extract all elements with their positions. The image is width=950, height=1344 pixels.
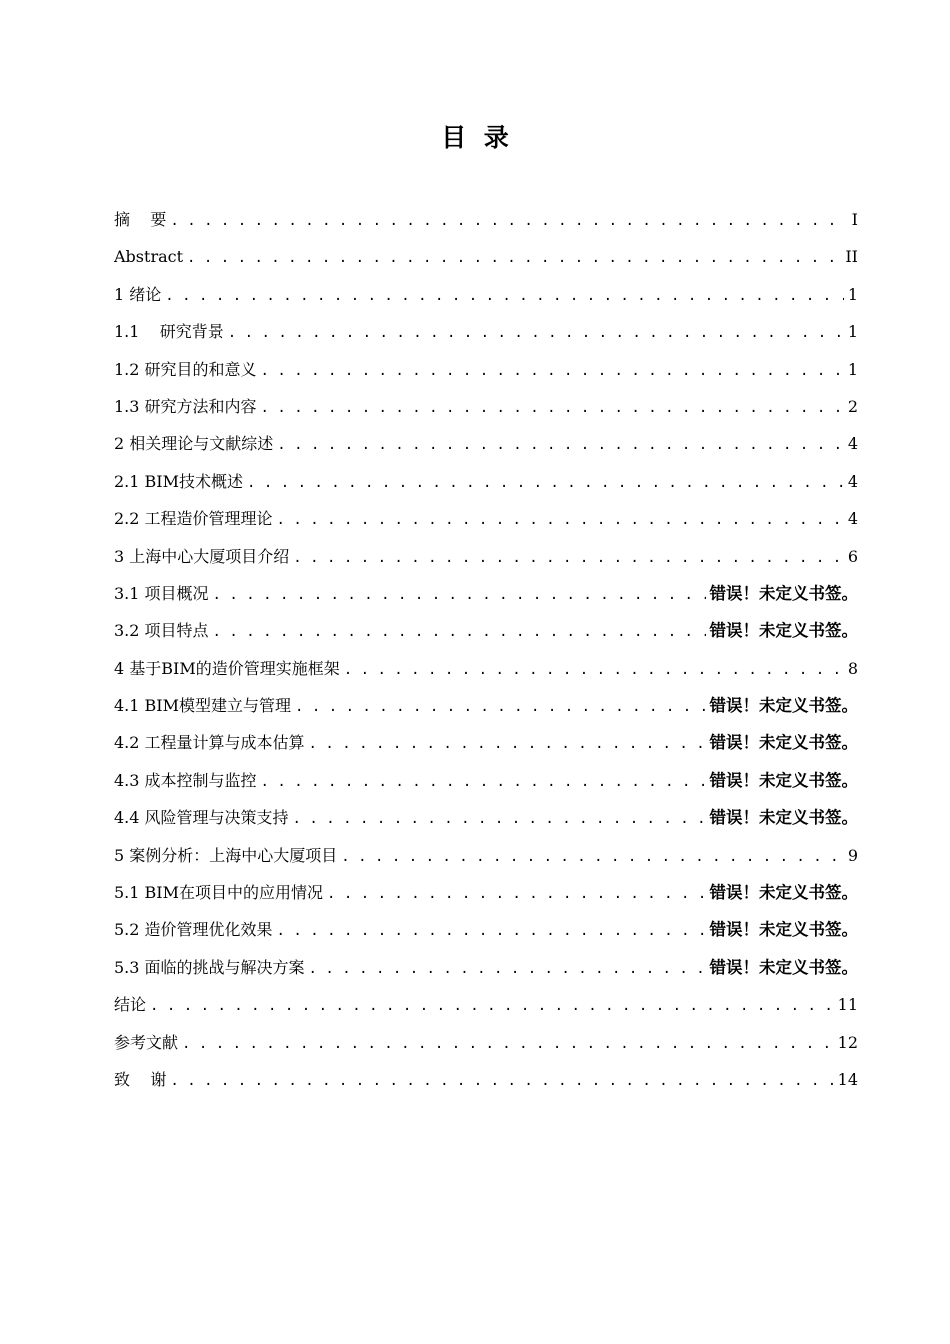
toc-entry-label: 3 上海中心大厦项目介绍 <box>114 546 290 566</box>
toc-entry-page: 8 <box>847 658 858 678</box>
toc-entry-label: 3.2 项目特点 <box>114 621 209 641</box>
toc-entry-page: 4 <box>847 471 858 491</box>
toc-entry-page: 1 <box>847 284 858 304</box>
toc-entry-error: 错误！未定义书签。 <box>709 696 858 716</box>
toc-entry-section-5-1[interactable] <box>114 874 858 911</box>
toc-entry-chapter-4[interactable] <box>114 650 858 687</box>
toc-entry-section-4-4[interactable] <box>114 799 858 836</box>
toc-entry-section-4-2[interactable] <box>114 724 858 761</box>
toc-entry-error: 错误！未定义书签。 <box>709 883 858 903</box>
toc-entry-section-1-2[interactable] <box>114 351 858 388</box>
dot-leader <box>150 988 834 1025</box>
toc-entry-chapter-1[interactable] <box>114 276 858 313</box>
dot-leader <box>165 278 844 315</box>
toc-entry-page: 4 <box>847 509 858 529</box>
toc-entry-section-1-3[interactable] <box>114 388 858 425</box>
toc-entry-label: Abstract <box>114 247 184 267</box>
toc-entry-label: 4.3 成本控制与监控 <box>114 770 257 790</box>
toc-entry-label: 2.1 BIM技术概述 <box>114 471 243 491</box>
toc-entry-section-5-3[interactable] <box>114 949 858 986</box>
toc-entry-label: 致 谢 <box>114 1069 167 1089</box>
dot-leader <box>213 614 706 651</box>
toc-entry-error: 错误！未定义书签。 <box>709 957 858 977</box>
toc-entry-label: 1.2 研究目的和意义 <box>114 359 257 379</box>
dot-leader <box>344 652 844 689</box>
dot-leader <box>261 390 844 427</box>
dot-leader <box>182 1026 834 1063</box>
dot-leader <box>213 577 706 614</box>
dot-leader <box>277 913 706 950</box>
toc-entry-label: 1.1 研究背景 <box>114 322 224 342</box>
toc-entry-label: 2.2 工程造价管理理论 <box>114 509 273 529</box>
toc-entry-page: 14 <box>837 1069 858 1089</box>
dot-leader <box>277 427 844 464</box>
toc-entry-page: 1 <box>847 322 858 342</box>
dot-leader <box>228 315 844 352</box>
toc-entry-error: 错误！未定义书签。 <box>709 621 858 641</box>
toc-entry-label: 结论 <box>114 995 147 1015</box>
toc-entry-error: 错误！未定义书签。 <box>709 583 858 603</box>
toc-entry-label: 5.2 造价管理优化效果 <box>114 920 273 940</box>
toc-entry-abstract-cn[interactable] <box>114 201 858 238</box>
toc-entry-page: 11 <box>837 995 858 1015</box>
toc-entry-page: 1 <box>847 359 858 379</box>
toc-entry-section-2-2[interactable] <box>114 500 858 537</box>
toc-entry-references[interactable] <box>114 1024 858 1061</box>
toc-title: 目 录 <box>441 123 509 152</box>
dot-leader <box>247 465 844 502</box>
toc-entry-label: 4.4 风险管理与决策支持 <box>114 808 289 828</box>
toc-entry-chapter-2[interactable] <box>114 425 858 462</box>
toc-entry-chapter-3[interactable] <box>114 538 858 575</box>
dot-leader <box>187 240 841 277</box>
toc-entry-section-5-2[interactable] <box>114 911 858 948</box>
toc-entry-label: 4.2 工程量计算与成本估算 <box>114 733 305 753</box>
toc-entry-label: 4.1 BIM模型建立与管理 <box>114 696 291 716</box>
toc-entry-page: 6 <box>847 546 858 566</box>
toc-entry-page: 4 <box>847 434 858 454</box>
toc-entry-section-3-2[interactable] <box>114 612 858 649</box>
toc-entry-error: 错误！未定义书签。 <box>709 920 858 940</box>
toc-entry-label: 摘 要 <box>114 210 167 229</box>
toc-entry-page: II <box>845 247 858 267</box>
toc-entry-label: 3.1 项目概况 <box>114 583 209 603</box>
toc-entry-label: 5 案例分析：上海中心大厦项目 <box>114 845 338 865</box>
dot-leader <box>293 540 844 577</box>
toc-entry-label: 1 绪论 <box>114 284 162 304</box>
toc-entry-section-4-1[interactable] <box>114 687 858 724</box>
toc-entry-section-2-1[interactable] <box>114 463 858 500</box>
dot-leader <box>293 801 706 838</box>
toc-entry-page: I <box>851 210 858 229</box>
toc-entry-section-4-3[interactable] <box>114 762 858 799</box>
dot-leader <box>170 1063 833 1100</box>
dot-leader <box>170 203 844 240</box>
toc-entry-label: 5.3 面临的挑战与解决方案 <box>114 957 305 977</box>
toc-entry-section-1-1[interactable] <box>114 313 858 350</box>
toc-entry-page: 2 <box>847 396 858 416</box>
dot-leader <box>295 689 706 726</box>
dot-leader <box>309 726 706 763</box>
dot-leader <box>261 353 844 390</box>
toc-entry-acknowledgements[interactable] <box>114 1061 858 1098</box>
toc-entry-page: 12 <box>837 1032 858 1052</box>
dot-leader <box>341 839 844 876</box>
dot-leader <box>261 764 706 801</box>
toc-entry-error: 错误！未定义书签。 <box>709 808 858 828</box>
dot-leader <box>309 951 706 988</box>
toc-entry-label: 1.3 研究方法和内容 <box>114 396 257 416</box>
dot-leader <box>277 502 844 539</box>
toc-entry-label: 4 基于BIM的造价管理实施框架 <box>114 658 340 678</box>
toc-entry-chapter-5[interactable] <box>114 837 858 874</box>
toc-entry-section-3-1[interactable] <box>114 575 858 612</box>
toc-entry-conclusion[interactable] <box>114 986 858 1023</box>
toc-entry-page: 9 <box>847 845 858 865</box>
toc-entry-abstract-en[interactable] <box>114 238 858 275</box>
toc-entry-error: 错误！未定义书签。 <box>709 733 858 753</box>
toc-entry-label: 参考文献 <box>114 1032 179 1052</box>
toc-entry-label: 5.1 BIM在项目中的应用情况 <box>114 883 323 903</box>
dot-leader <box>327 876 706 913</box>
toc-entry-label: 2 相关理论与文献综述 <box>114 434 274 454</box>
toc-list <box>114 201 858 1098</box>
toc-entry-error: 错误！未定义书签。 <box>709 770 858 790</box>
